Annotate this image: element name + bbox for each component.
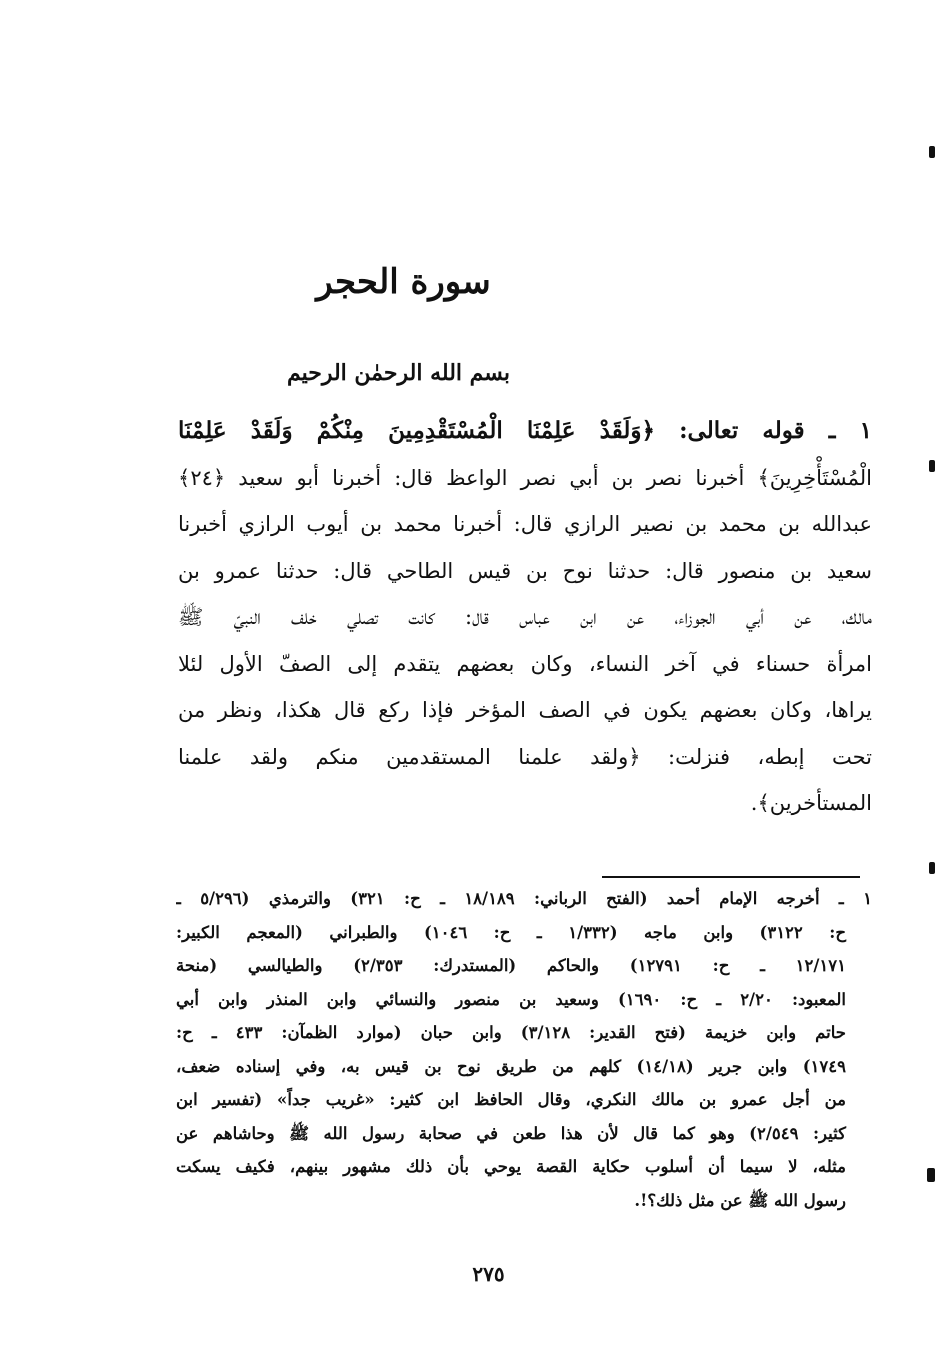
footnote-line: ١ ـ أخرجه الإمام أحمد (الفتح الرباني: ١٨/١٨٩ ـ ح: ٣٢١) والترمذي (٥/٢٩٦ ـ xyxy=(176,889,872,908)
body-line: يراها، وكان بعضهم يكون في الصف المؤخر فإذا ركع قال هكذا، ونظر من xyxy=(178,698,872,722)
footnote-line: ١٧٤٩) وابن جرير (١٤/١٨) كلهم من طريق نوح بن قيس به، وفي إسناده ضعف، xyxy=(176,1056,846,1076)
body-line: تحت إبطه، فنزلت: ﴿ولقد علمنا المستقدمين منكم ولقد علمنا xyxy=(178,744,872,769)
edge-scan-mark xyxy=(929,460,935,472)
footnotes xyxy=(176,882,872,1217)
main-text xyxy=(178,408,872,827)
footnote-line: حاتم وابن خزيمة (فتح القدير: ٣/١٢٨) وابن حبان (موارد الظمآن: ٤٣٣ ـ ح: xyxy=(176,1023,846,1042)
footnote-line: ح: ٣١٢٢) وابن ماجه (١/٣٣٢ ـ ح: ١٠٤٦) والطبراني (المعجم الكبير: xyxy=(176,922,846,942)
body-line: عبدالله بن محمد بن نصير الرازي قال: أخبرنا محمد بن أيوب الرازي أخبرنا xyxy=(178,512,872,536)
body-line: سعيد بن منصور قال: حدثنا نوح بن قيس الطاحي قال: حدثنا عمرو بن xyxy=(178,558,872,583)
edge-scan-mark xyxy=(927,1168,935,1182)
page-number: ٢٧٥ xyxy=(472,1262,505,1286)
surah-title: سورة الحجر xyxy=(316,262,491,302)
footnote-line: كثير: ٢/٥٤٩) وهو كما قال لأن هذا طعن في صحابة رسول الله ﷺ وحاشاهم عن xyxy=(176,1123,846,1143)
body-line: امرأة حسناء في آخر النساء، وكان بعضهم يتقدم إلى الصفّ الأول لئلا xyxy=(178,651,872,676)
body-line: مالك، عن أبي الجوزاء، عن ابن عباس قال: كانت تصلي خلف النبيّ ﷺ xyxy=(178,605,872,629)
body-line: ١ ـ قوله تعالى: ﴿وَلَقَدْ عَلِمْنَا الْمُسْتَقْدِمِينَ مِنْكُمْ وَلَقَدْ عَلِمْنَا xyxy=(178,417,872,444)
footnote-separator xyxy=(602,876,860,878)
body-line: المستأخرين﴾. xyxy=(750,791,872,815)
footnote-line: رسول الله ﷺ عن مثل ذلك؟!. xyxy=(634,1190,846,1210)
edge-scan-mark xyxy=(929,862,935,874)
footnote-line: مثله، لا سيما أن أسلوب حكاية القصة يوحي بأن ذلك مشهور بينهم، فكيف يسكت xyxy=(176,1157,846,1176)
basmala: بسم الله الرحمٰن الرحيم xyxy=(286,360,511,386)
footnote-line: ١٢/١٧١ ـ ح: ١٢٧٩١) والحاكم (المستدرك: ٢/٣٥٣) والطيالسي (منحة xyxy=(176,956,846,975)
footnote-line: المعبود: ٢/٢٠ ـ ح: ١٦٩٠) وسعيد بن منصور والنسائي وابن المنذر وابن أبي xyxy=(176,989,846,1009)
body-line: الْمُسْتَأْخِرِينَ﴾ أخبرنا نصر بن أبي نصر الواعظ قال: أخبرنا أبو سعيد ﴿٢٤﴾ xyxy=(178,465,872,490)
edge-scan-mark xyxy=(929,146,935,158)
footnote-line: من أجل عمرو بن مالك النكري، وقال الحافظ ابن كثير: «غريب جداً» (تفسير ابن xyxy=(176,1090,846,1109)
